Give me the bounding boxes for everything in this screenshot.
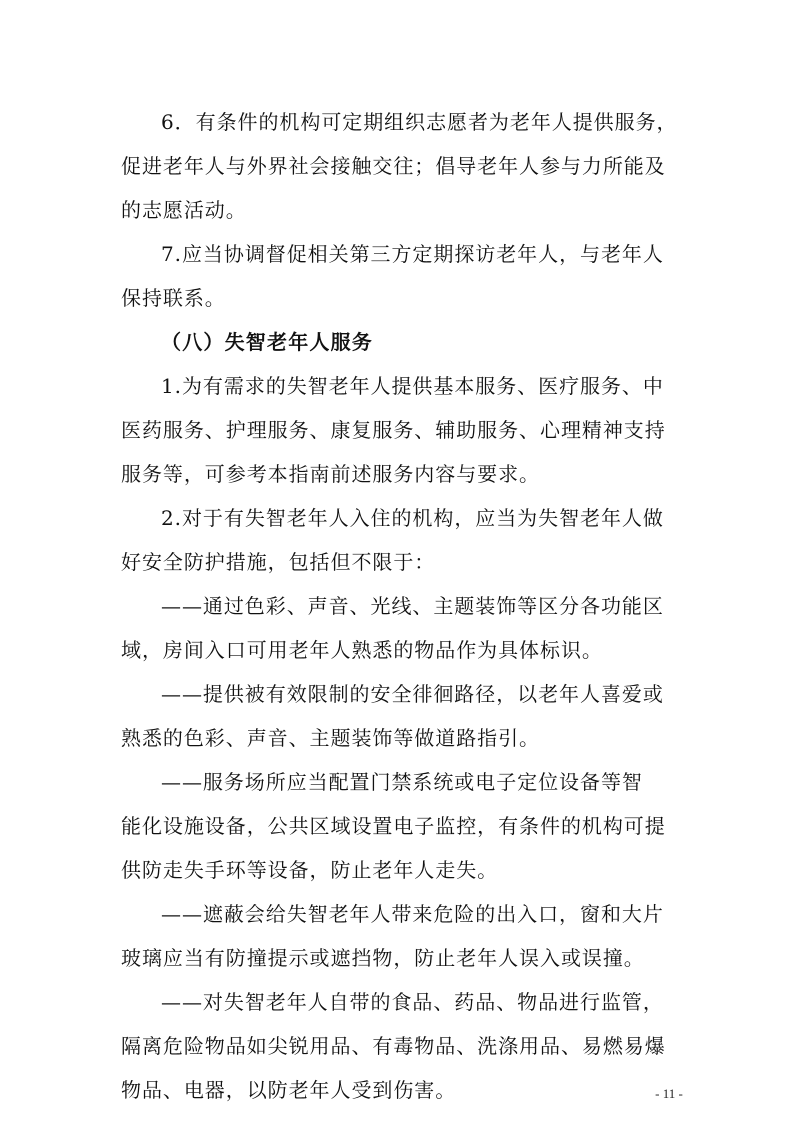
paragraph-line: 6．有条件的机构可定期组织志愿者为老年人提供服务， — [161, 110, 678, 134]
paragraph-line: ——服务场所应当配置门禁系统或电子定位设备等智 — [161, 770, 643, 794]
paragraph-line: 7.应当协调督促相关第三方定期探访老年人，与老年人 — [161, 242, 664, 266]
paragraph-line: 好安全防护措施，包括但不限于： — [121, 550, 436, 574]
paragraph-line: 熟悉的色彩、声音、主题装饰等做道路指引。 — [121, 726, 540, 750]
paragraph-line: ——对失智老年人自带的食品、药品、物品进行监管， — [161, 990, 664, 1014]
paragraph-line: ——遮蔽会给失智老年人带来危险的出入口，窗和大片 — [161, 902, 664, 926]
paragraph-line: 的志愿活动。 — [121, 198, 247, 222]
paragraph-line: 能化设施设备，公共区域设置电子监控，有条件的机构可提 — [121, 814, 666, 838]
paragraph-line: ——提供被有效限制的安全徘徊路径，以老年人喜爱或 — [161, 682, 664, 706]
paragraph-line: 隔离危险物品如尖锐用品、有毒物品、洗涤用品、易燃易爆 — [121, 1034, 666, 1058]
paragraph-line: ——通过色彩、声音、光线、主题装饰等区分各功能区 — [161, 594, 664, 618]
paragraph-line: 促进老年人与外界社会接触交往；倡导老年人参与力所能及 — [121, 154, 666, 178]
paragraph-line: 玻璃应当有防撞提示或遮挡物，防止老年人误入或误撞。 — [121, 946, 645, 970]
paragraph-line: 供防走失手环等设备，防止老年人走失。 — [121, 858, 499, 882]
paragraph-line: 1.为有需求的失智老年人提供基本服务、医疗服务、中 — [161, 374, 664, 398]
paragraph-line: 2.对于有失智老年人入住的机构，应当为失智老年人做 — [161, 506, 664, 530]
paragraph-line: 服务等，可参考本指南前述服务内容与要求。 — [121, 462, 540, 486]
paragraph-line: 物品、电器，以防老年人受到伤害。 — [121, 1078, 457, 1102]
paragraph-line: 保持联系。 — [121, 286, 226, 310]
paragraph-line: 域，房间入口可用老年人熟悉的物品作为具体标识。 — [121, 638, 603, 662]
paragraph-line: 医药服务、护理服务、康复服务、辅助服务、心理精神支持 — [121, 418, 666, 442]
page-number: - 11 - — [655, 1086, 683, 1101]
section-heading: （八）失智老年人服务 — [161, 330, 373, 354]
